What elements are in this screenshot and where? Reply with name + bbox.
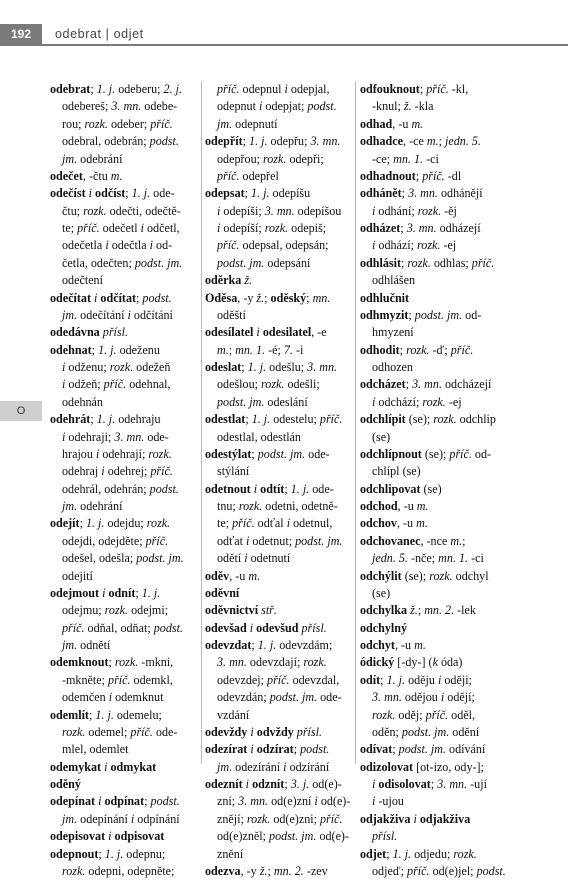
- entry-line: odepsat; 1. j. odepíšu: [205, 186, 311, 201]
- entry-line: odemknout; rozk. -mkni,: [50, 655, 174, 670]
- entry-line: odetnout i odtít; 1. j. ode-: [205, 481, 334, 496]
- entry-continuation-line: i -ujou: [372, 794, 404, 809]
- entry-line: odejít; 1. j. odejdu; rozk.: [50, 516, 171, 531]
- entry-line: odchov, -u m.: [360, 516, 428, 531]
- entry-continuation-line: odehnán: [62, 394, 103, 409]
- entry-line: odečet, -čtu m.: [50, 168, 123, 183]
- entry-line: odejmout i odnít; 1. j.: [50, 585, 161, 600]
- entry-continuation-line: odebral, odebrán; podst.: [62, 134, 179, 149]
- entry-line: odestlat; 1. j. odestelu; příč.: [205, 412, 343, 427]
- entry-continuation-line: odětí i odetnutí: [217, 551, 291, 566]
- entry-line: odít; 1. j. oděju i oději;: [360, 672, 472, 687]
- entry-line: odestýlat; podst. jm. ode-: [205, 446, 330, 461]
- entry-continuation-line: i odchází; rozk. -ej: [372, 394, 462, 409]
- entry-continuation-line: odestlal, odestlán: [217, 429, 301, 444]
- entry-line: odchylný: [360, 620, 408, 635]
- entry-continuation-line: podst. jm. odepsání: [217, 255, 311, 270]
- entry-continuation-line: rozk. oděj; příč. oděl,: [372, 707, 476, 722]
- entry-line: odepřít; 1. j. odepřu; 3. mn.: [205, 134, 341, 149]
- entry-line: odhlučnit: [360, 290, 410, 305]
- entry-continuation-line: přísl.: [372, 829, 398, 844]
- entry-continuation-line: i odisolovat; 3. mn. -ují: [372, 777, 487, 791]
- entry-line: odezva, -y ž.; mn. 2. -zev: [205, 863, 328, 878]
- entry-continuation-line: i odepíší; rozk. odepiš;: [217, 221, 327, 235]
- entry-line: odchod, -u m.: [360, 499, 429, 513]
- entry-line: odhmyzit; podst. jm. od-: [360, 307, 482, 322]
- entry-line: odhad, -u m.: [360, 116, 424, 131]
- entry-continuation-line: chlípl (se): [372, 464, 421, 479]
- entry-continuation-line: 3. mn. odevzdají; rozk.: [217, 655, 327, 670]
- entry-continuation-line: jm. odnětí: [62, 638, 111, 652]
- entry-continuation-line: odešel, odešla; podst. jm.: [62, 551, 184, 566]
- entry-line: odchovanec, -nce m.;: [360, 533, 466, 548]
- entry-continuation-line: odťat i odetnut; podst. jm.: [217, 533, 343, 548]
- entry-continuation-line: odebereš; 3. mn. odebe-: [62, 99, 178, 114]
- entry-continuation-line: 3. mn. odějou i odějí;: [372, 690, 475, 705]
- entry-line: odezírat i odzírat; podst.: [205, 742, 330, 757]
- entry-continuation-line: vzdání: [217, 707, 250, 722]
- entry-continuation-line: příč. odepnul i odepjal,: [217, 82, 330, 96]
- entry-line: odedávna přísl.: [50, 325, 128, 340]
- entry-line: odevšad i odevšud přísl.: [205, 620, 327, 635]
- entry-continuation-line: podst. jm. odeslání: [217, 394, 308, 409]
- entry-line: odhodit; rozk. -ď; příč.: [360, 342, 474, 357]
- entry-continuation-line: příč. odepřel: [217, 168, 279, 183]
- entry-line: ódický [-dy-] (k óda): [360, 655, 463, 670]
- entry-line: odhadnout; příč. -dl: [360, 168, 462, 183]
- entry-continuation-line: odepřou; rozk. odepři;: [217, 151, 324, 166]
- page-number: 192: [0, 24, 42, 44]
- entry-line: odečítat i odčítat; podst.: [50, 290, 172, 305]
- entry-continuation-line: odečtení: [62, 273, 103, 288]
- entry-continuation-line: odevzdán; podst. jm. ode-: [217, 690, 342, 705]
- entry-line: oděvnictví stř.: [205, 603, 277, 618]
- entry-continuation-line: mlel, odemlet: [62, 742, 129, 757]
- entry-continuation-line: oděn; podst. jm. odění: [372, 724, 480, 739]
- entry-continuation-line: odehraj i odehrej; příč.: [62, 464, 173, 479]
- entry-line: odeslat; 1. j. odešlu; 3. mn.: [205, 360, 338, 374]
- entry-line: odchlipovat (se): [360, 481, 442, 496]
- entry-continuation-line: i odženu; rozk. odežeň: [62, 360, 171, 374]
- entry-line: odfouknout; příč. -kl,: [360, 82, 469, 96]
- entry-line: odjet; 1. j. odjedu; rozk.: [360, 846, 477, 861]
- entry-line: odchyt, -u m.: [360, 638, 426, 652]
- entry-line: odcházet; 3. mn. odcházejí: [360, 377, 492, 392]
- entry-continuation-line: -knul; ž. -kla: [372, 99, 434, 114]
- column-2: [205, 81, 355, 880]
- column-divider: [201, 81, 202, 764]
- entry-continuation-line: odešlou; rozk. odešli;: [217, 377, 320, 392]
- entry-line: odepnout; 1. j. odepnu;: [50, 846, 166, 861]
- entry-continuation-line: jm. odepínání i odpínání: [62, 811, 180, 826]
- thumb-index-tab: O: [0, 401, 42, 421]
- entry-continuation-line: odehrál, odehrán; podst.: [62, 481, 179, 496]
- entry-continuation-line: zní; 3. mn. od(e)zní i od(e)-: [217, 794, 351, 809]
- entry-continuation-line: te; příč. odečetl i odčetl,: [62, 221, 180, 235]
- entry-line: odchlípit (se); rozk. odchlip: [360, 412, 496, 427]
- entry-continuation-line: jm. odečítání i odčítání: [62, 307, 173, 322]
- entry-continuation-line: jm. odezírání i odzírání: [217, 759, 330, 774]
- entry-continuation-line: (se): [372, 585, 391, 600]
- entry-continuation-line: odhlášen: [372, 273, 415, 288]
- entry-line: odemlít; 1. j. odemelu;: [50, 707, 162, 722]
- entry-line: oděrka ž.: [205, 273, 253, 288]
- entry-continuation-line: jedn. 5. -nče; mn. 1. -ci: [372, 551, 484, 566]
- entry-continuation-line: znění: [217, 846, 244, 861]
- entry-line: oděný: [50, 777, 81, 791]
- entry-continuation-line: znějí; rozk. od(e)zni; příč.: [217, 811, 343, 826]
- entry-continuation-line: rozk. odepni, odepněte;: [62, 863, 175, 878]
- entry-line: odchlípnout (se); příč. od-: [360, 446, 492, 461]
- entry-continuation-line: odejdi, odejděte; příč.: [62, 533, 169, 548]
- entry-continuation-line: příč. odňal, odňat; podst.: [62, 620, 183, 635]
- entry-line: Oděsa, -y ž.; oděský; mn.: [205, 290, 331, 305]
- entry-continuation-line: i odhání; rozk. -ěj: [372, 203, 457, 218]
- page-header: [0, 0, 568, 44]
- entry-continuation-line: stýlání: [217, 464, 250, 479]
- column-divider: [355, 81, 356, 764]
- entry-continuation-line: od(e)zněl; podst. jm. od(e)-: [217, 829, 349, 844]
- entry-continuation-line: tnu; rozk. odetni, odetně-: [217, 499, 338, 513]
- entry-continuation-line: hrajou i odehrají; rozk.: [62, 446, 172, 461]
- entry-line: odečíst i odčíst; 1. j. ode-: [50, 186, 175, 201]
- entry-line: odevzdat; 1. j. odevzdám;: [205, 638, 333, 652]
- entry-continuation-line: odečetla i odečtla i od-: [62, 238, 173, 253]
- entry-continuation-line: m.; mn. 1. -é; 7. -i: [217, 342, 304, 357]
- entry-continuation-line: (se): [372, 429, 391, 444]
- entry-line: odehrát; 1. j. odehraju: [50, 412, 161, 427]
- entry-line: odebrat; 1. j. odeberu; 2. j.: [50, 82, 183, 96]
- entry-continuation-line: i odžeň; příč. odehnal,: [62, 377, 171, 392]
- entry-continuation-line: příč. odepsal, odepsán;: [217, 238, 329, 253]
- entry-continuation-line: čtu; rozk. odečti, odečtě-: [62, 203, 181, 218]
- entry-continuation-line: odjeď; příč. od(e)jel; podst.: [372, 863, 506, 878]
- entry-line: odehnat; 1. j. odeženu: [50, 342, 160, 357]
- entry-continuation-line: odemčen i odemknut: [62, 690, 164, 705]
- entry-line: odhadce, -ce m.; jedn. 5.: [360, 134, 481, 149]
- entry-line: odjakživa i odjakživa: [360, 811, 471, 826]
- entry-continuation-line: i odhází; rozk. -ej: [372, 238, 457, 253]
- entry-continuation-line: oděští: [217, 307, 246, 322]
- header-rule: [0, 44, 568, 46]
- entry-continuation-line: rozk. odemel; příč. ode-: [62, 724, 178, 739]
- entry-line: odepínat i odpínat; podst.: [50, 794, 180, 809]
- entry-continuation-line: te; příč. odťal i odetnul,: [217, 516, 333, 531]
- entry-line: odizolovat [ot-izo, ody-];: [360, 759, 484, 774]
- entry-continuation-line: -mkněte; příč. odemkl,: [62, 672, 173, 687]
- entry-line: odemykat i odmykat: [50, 759, 157, 774]
- entry-line: odchylka ž.; mn. 2. -lek: [360, 603, 476, 618]
- entry-line: oděv, -u m.: [205, 568, 261, 583]
- entry-continuation-line: jm. odepnutí: [217, 116, 278, 131]
- entry-continuation-line: jm. odebrání: [62, 151, 123, 166]
- entry-continuation-line: i odepíši; 3. mn. odepíšou: [217, 203, 342, 218]
- entry-continuation-line: i odehraji; 3. mn. ode-: [62, 429, 169, 444]
- entry-line: odevždy i odvždy přísl.: [205, 724, 322, 739]
- entry-continuation-line: odevzdej; příč. odevzdal,: [217, 672, 340, 687]
- entry-line: odívat; podst. jm. odívání: [360, 742, 486, 757]
- entry-continuation-line: jm. odehrání: [62, 499, 123, 513]
- entry-line: odepisovat i odpisovat: [50, 829, 165, 844]
- entry-continuation-line: odejmu; rozk. odejmi;: [62, 603, 169, 618]
- column-3: [360, 81, 520, 880]
- running-head: odebrat | odjet: [55, 27, 144, 41]
- entry-continuation-line: hmyzení: [372, 325, 414, 340]
- entry-line: odeznít i odznít; 3. j. od(e)-: [205, 777, 342, 791]
- entry-line: odházet; 3. mn. odházejí: [360, 221, 481, 235]
- entry-line: odhlásit; rozk. odhlas; příč.: [360, 255, 495, 270]
- entry-line: oděvní: [205, 585, 240, 600]
- entry-continuation-line: odepnut i odepjat; podst.: [217, 99, 337, 114]
- column-1: [50, 81, 200, 880]
- entry-line: odchýlit (se); rozk. odchyl: [360, 568, 489, 583]
- entry-continuation-line: četla, odečten; podst. jm.: [62, 255, 183, 270]
- entry-line: odhánět; 3. mn. odhánějí: [360, 186, 483, 201]
- entry-line: odesílatel i odesilatel, -e: [205, 325, 327, 340]
- entry-continuation-line: -ce; mn. 1. -ci: [372, 151, 439, 166]
- entry-continuation-line: odejití: [62, 568, 93, 583]
- entry-continuation-line: rou; rozk. odeber; příč.: [62, 116, 173, 131]
- entry-continuation-line: odhozen: [372, 360, 413, 374]
